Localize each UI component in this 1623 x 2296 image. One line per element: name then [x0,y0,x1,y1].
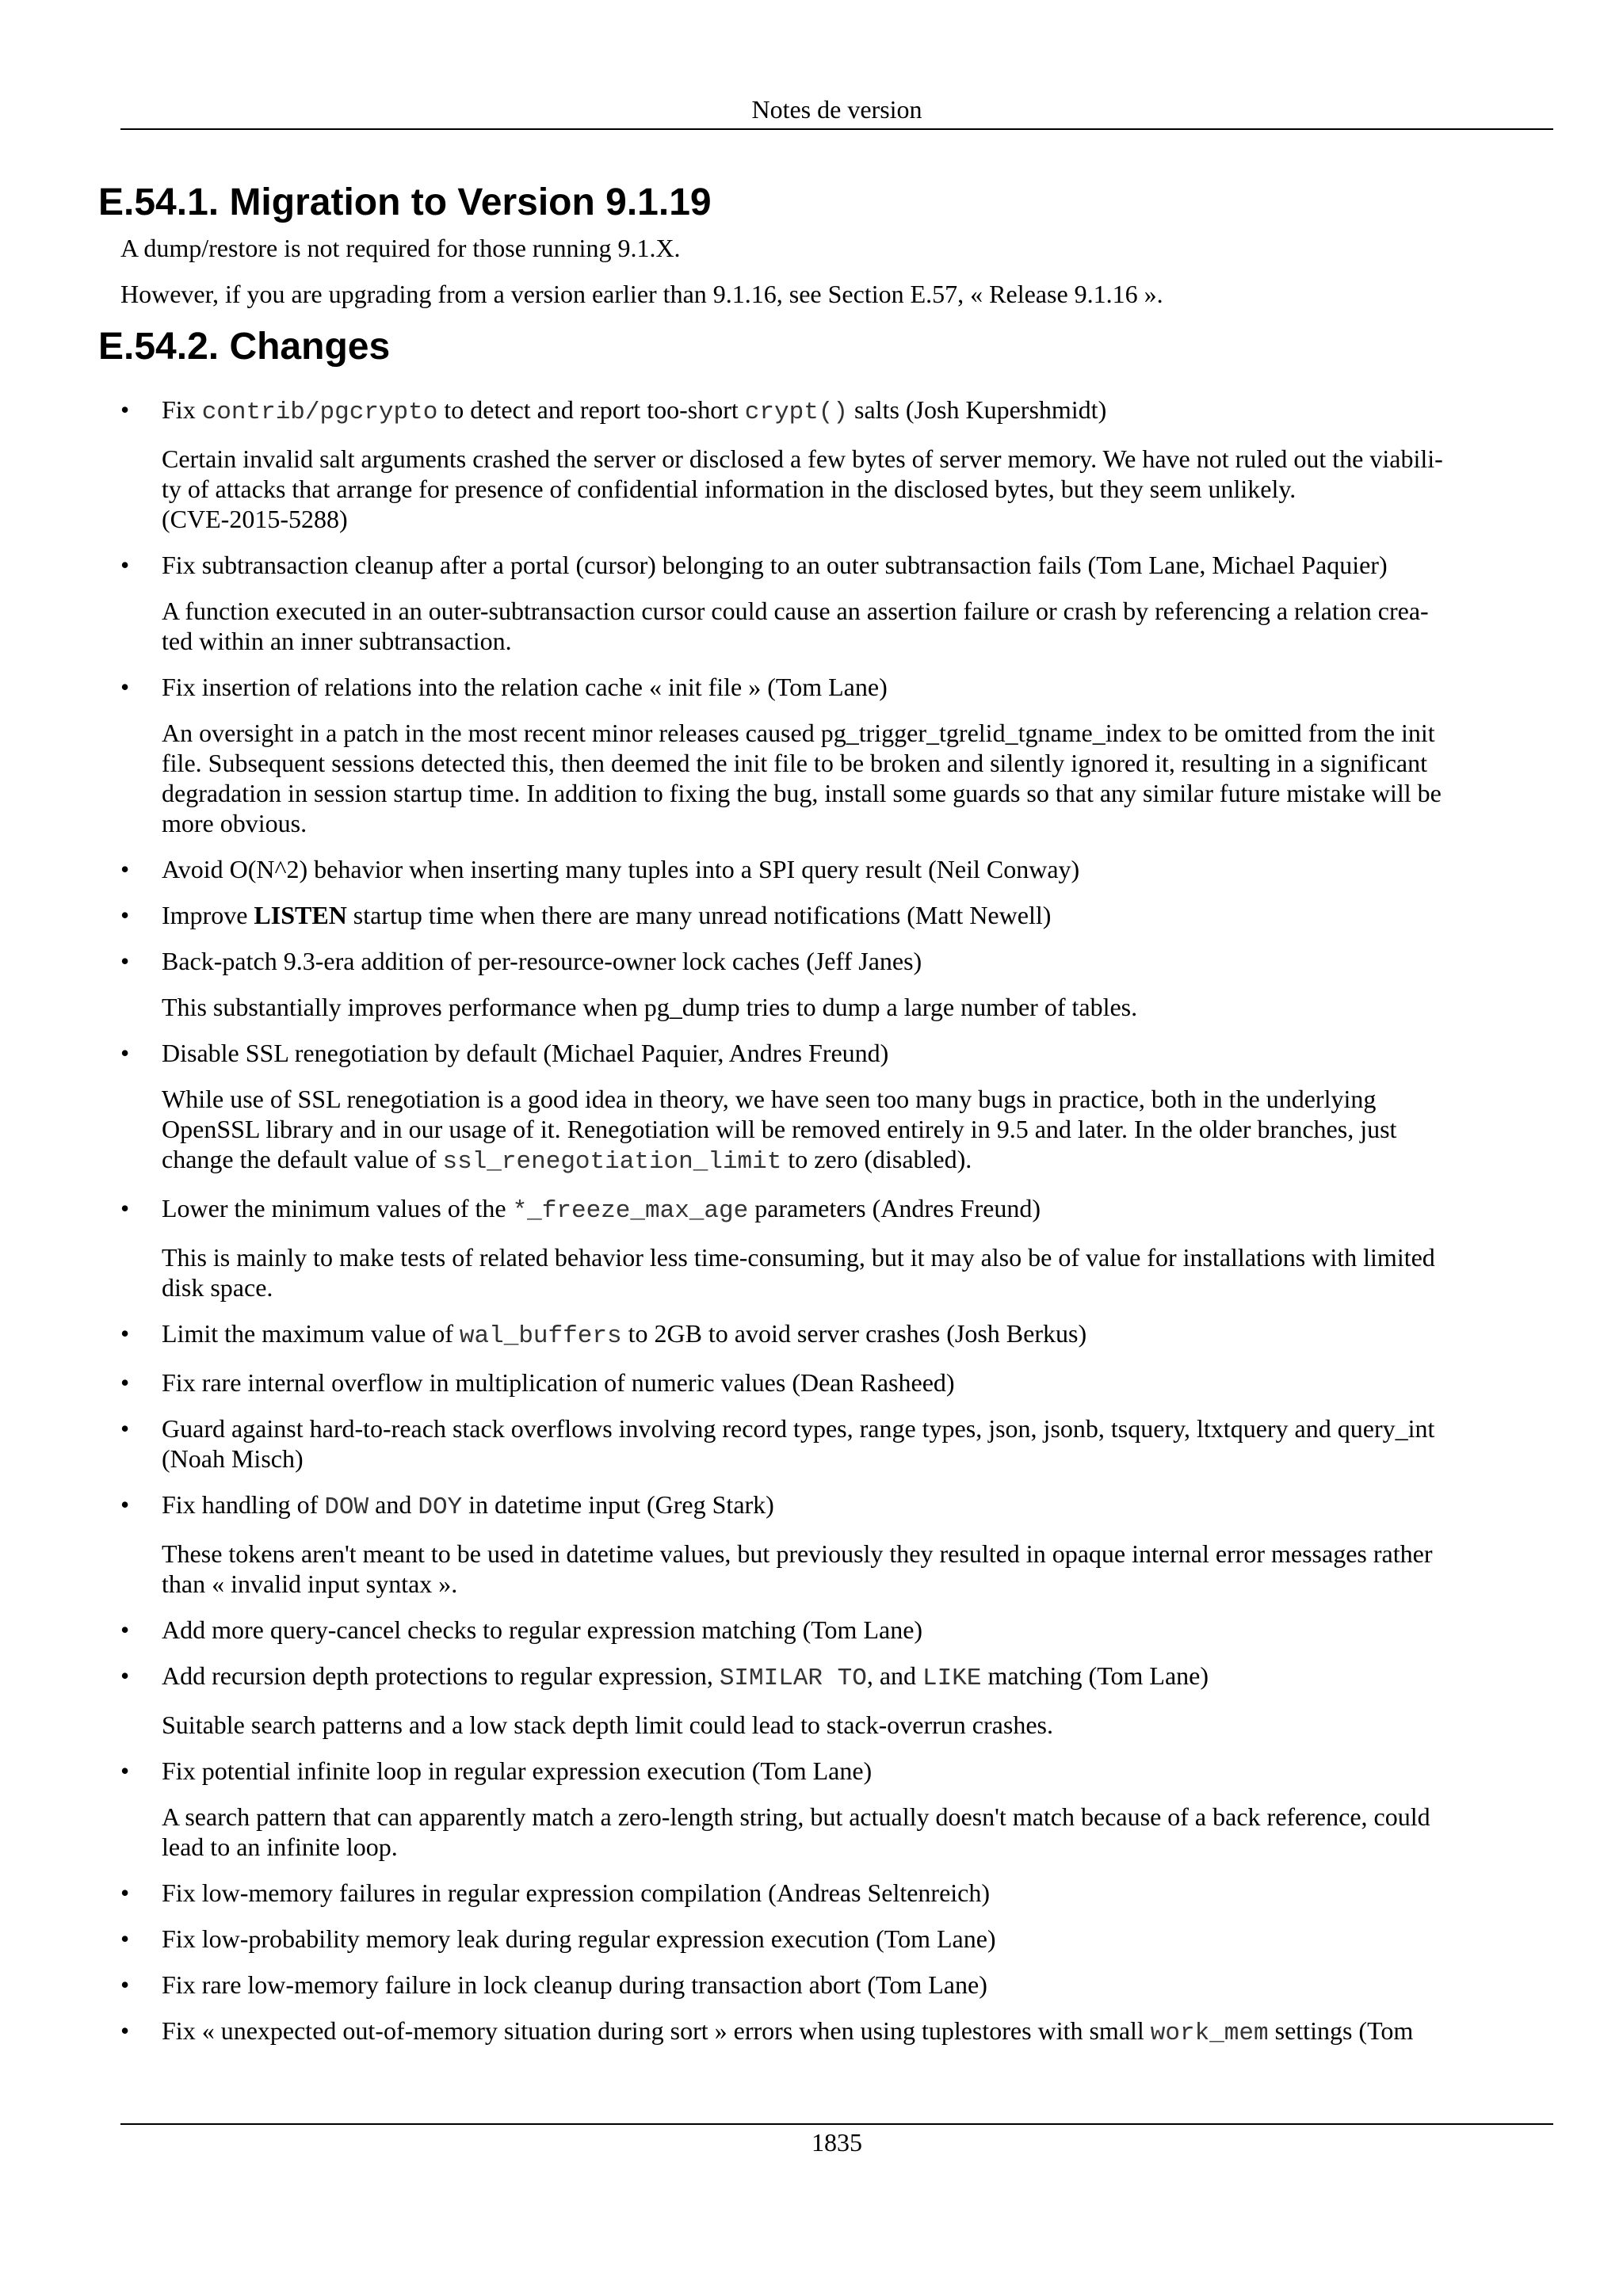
list-item [98,900,1553,930]
list-item [98,395,1553,534]
list-item [98,1970,1553,2000]
item-title: Fix « unexpected out-of-memory situation during sort » errors when using tuplestores with small work_mem settings (Tom [162,2016,1414,2047]
item-title: Fix potential infinite loop in regular expression execution (Tom Lane) [162,1756,873,1785]
bullet-icon: • [120,1414,130,1443]
item-description: A function executed in an outer-subtransaction cursor could cause an assertion failure or crash by referencing a relation crea- ted within an inner subtransaction. [162,597,1429,655]
item-title: Fix contrib/pgcrypto to detect and report too-short crypt() salts (Josh Kupershmidt) [162,395,1107,426]
list-item [98,1661,1553,1740]
item-title: Add recursion depth protections to regular expression, SIMILAR TO, and LIKE matching (Tom Lane) [162,1661,1209,1692]
item-title: Fix low-probability memory leak during regular expression execution (Tom Lane) [162,1924,996,1953]
item-title: Fix low-memory failures in regular expression compilation (Andreas Seltenreich) [162,1878,991,1907]
list-item [98,1489,1553,1599]
paragraph: However, if you are upgrading from a version earlier than 9.1.16, see Section E.57, « Release 9.1.16 ». [120,280,1163,308]
item-description: This is mainly to make tests of related behavior less time-consuming, but it may also be of value for installations with limited disk space. [162,1243,1435,1302]
item-description: An oversight in a patch in the most recent minor releases caused pg_trigger_tgrelid_tgname_index to be omitted from the init file. Subsequent sessions detected this, then deemed the init file to be broken and silently ignored it, resulting in a significant degradation in session startup time. In addition to fixing the bug, install some guards so that any similar future mistake will be more obvious. [162,719,1442,837]
item-title: Fix rare low-memory failure in lock cleanup during transaction abort (Tom Lane) [162,1970,987,1999]
item-title: Add more query-cancel checks to regular expression matching (Tom Lane) [162,1615,923,1644]
bullet-icon: • [120,1319,130,1348]
item-description: Certain invalid salt arguments crashed the server or disclosed a few bytes of server memory. We have not ruled out the viabili- ty of attacks that arrange for presence of confidential information in the disclosed bytes, but they seem unlikely. (CVE-2015-5288) [162,444,1443,533]
item-title: Disable SSL renegotiation by default (Michael Paquier, Andres Freund) [162,1039,889,1067]
item-description: A search pattern that can apparently match a zero-length string, but actually doesn't match because of a back reference, could lead to an infinite loop. [162,1802,1430,1861]
section-heading-migration: E.54.1. Migration to Version 9.1.19 [98,181,712,223]
list-item [98,672,1553,838]
bullet-icon: • [120,1368,130,1397]
item-title: Back-patch 9.3-era addition of per-resource-owner lock caches (Jeff Janes) [162,947,922,975]
bullet-icon: • [120,1878,130,1907]
list-item [98,1924,1553,1954]
item-title: Guard against hard-to-reach stack overflows involving record types, range types, json, jsonb, tsquery, ltxtquery and query_int (Noah Misch) [162,1414,1435,1473]
page-number: 1835 [812,2128,862,2157]
item-description: This substantially improves performance when pg_dump tries to dump a large number of tables. [162,993,1138,1021]
changes-list [98,395,1553,2049]
bullet-icon: • [120,1194,130,1222]
bullet-icon: • [120,855,130,883]
item-title: Improve LISTEN startup time when there are many unread notifications (Matt Newell) [162,901,1052,929]
item-title: Fix insertion of relations into the relation cache « init file » (Tom Lane) [162,673,888,701]
bullet-icon: • [120,1924,130,1953]
list-item [98,1413,1553,1474]
list-item [98,1318,1553,1352]
item-title: Fix rare internal overflow in multiplication of numeric values (Dean Rasheed) [162,1368,955,1397]
footer-rule [120,2123,1553,2125]
bullet-icon: • [120,1615,130,1644]
list-item [98,1193,1553,1302]
item-title: Limit the maximum value of wal_buffers to 2GB to avoid server crashes (Josh Berkus) [162,1319,1087,1350]
list-item [98,1756,1553,1862]
list-item [98,2016,1553,2049]
paragraph: A dump/restore is not required for those running 9.1.X. [120,234,681,262]
bullet-icon: • [120,673,130,701]
list-item [98,1878,1553,1908]
item-description: Suitable search patterns and a low stack depth limit could lead to stack-overrun crashes. [162,1711,1053,1739]
list-item [98,1367,1553,1398]
section-heading-changes: E.54.2. Changes [98,326,391,368]
list-item [98,550,1553,656]
bullet-icon: • [120,1661,130,1690]
bullet-icon: • [120,395,130,424]
item-title: Avoid O(N^2) behavior when inserting many tuples into a SPI query result (Neil Conway) [162,855,1080,883]
list-item [98,946,1553,1022]
page-content [98,181,1553,2065]
item-description: While use of SSL renegotiation is a good idea in theory, we have seen too many bugs in practice, both in the underlying OpenSSL library and in our usage of it. Renegotiation will be removed entirely in 9.5 and later. In the older branches, just change the default value of ssl_renegotiation_limit to zero (disabled). [162,1085,1397,1176]
list-item [98,854,1553,884]
running-header: Notes de version [751,95,922,124]
list-item [98,1615,1553,1645]
list-item [98,1038,1553,1177]
bullet-icon: • [120,1039,130,1067]
bullet-icon: • [120,551,130,579]
item-title: Fix subtransaction cleanup after a portal (cursor) belonging to an outer subtransaction fails (Tom Lane, Michael Paquier) [162,551,1388,579]
bullet-icon: • [120,947,130,975]
item-description: These tokens aren't meant to be used in datetime values, but previously they resulted in opaque internal error messages rather than « invalid input syntax ». [162,1539,1433,1598]
bullet-icon: • [120,901,130,929]
item-title: Fix handling of DOW and DOY in datetime input (Greg Stark) [162,1490,774,1521]
bullet-icon: • [120,1756,130,1785]
header-rule [120,128,1553,130]
bullet-icon: • [120,1490,130,1519]
bullet-icon: • [120,2016,130,2045]
item-title: Lower the minimum values of the *_freeze_max_age parameters (Andres Freund) [162,1194,1041,1225]
bullet-icon: • [120,1970,130,1999]
